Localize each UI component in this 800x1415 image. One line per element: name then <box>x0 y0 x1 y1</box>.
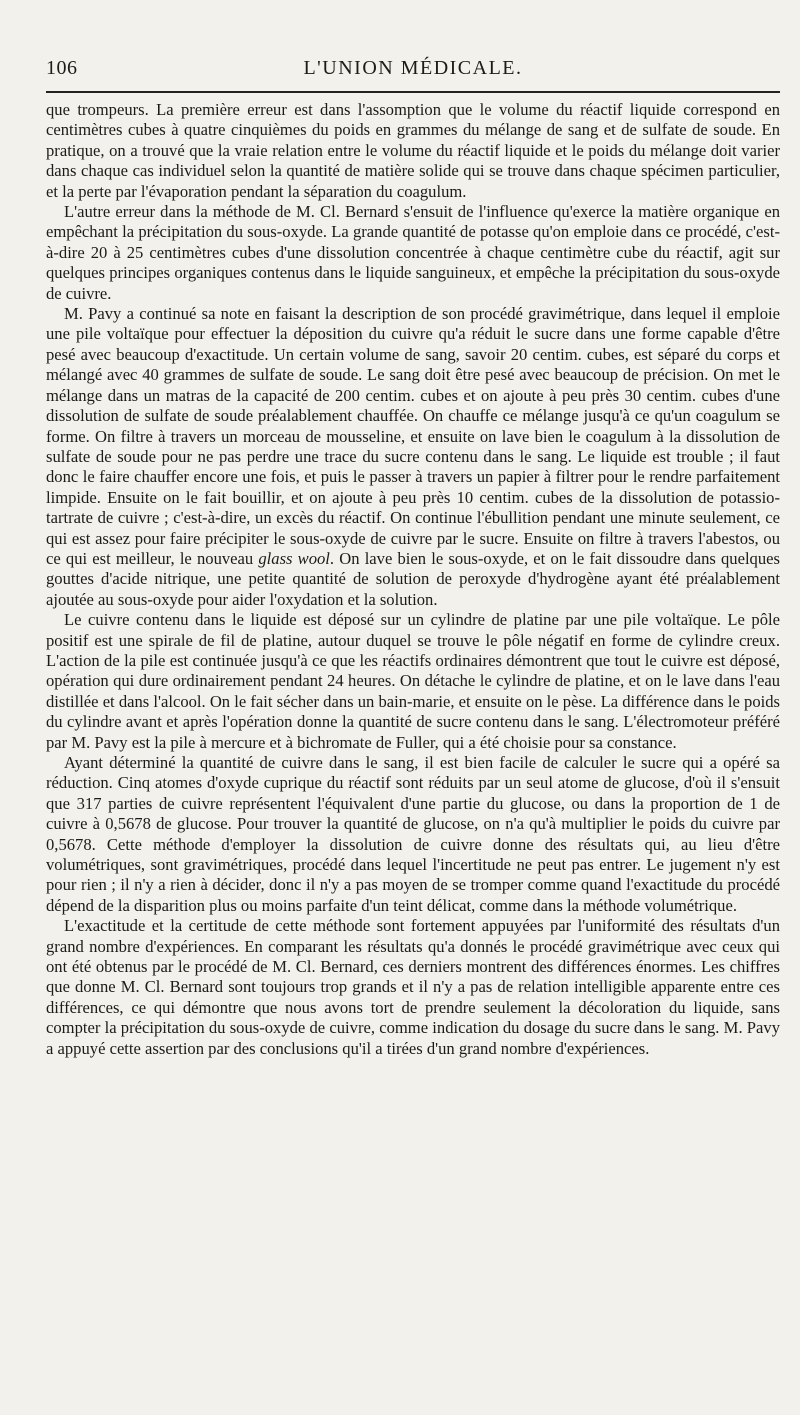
paragraph-3 <box>46 304 780 610</box>
page-header <box>46 57 780 87</box>
paragraph-1: que trompeurs. La première erreur est dans l'assomption que le volume du réactif liquide correspond en centimètres cubes à quatre cinquièmes du poids en grammes du mélange de sang et de sulfate de soude. En pratique, on a trouvé que la vraie relation entre le volume du réactif liquide et le poids du mélange doit varier dans chaque cas individuel selon la quantité de matière solide qui se trouve dans chaque spécimen particulier, et la perte par l'évaporation pendant la séparation du coagulum. <box>46 100 780 201</box>
article-body <box>46 100 780 1059</box>
paragraph-2: L'autre erreur dans la méthode de M. Cl. Bernard s'ensuit de l'influence qu'exerce la matière organique en empêchant la précipitation du sous-oxyde. La grande quantité de potasse qu'on emploie dans ce procédé, c'est-à-dire 20 à 25 centimètres cubes d'une dissolution concentrée à chaque centimètre cube du réactif, agit sur quelques principes organiques contenus dans le liquide sanguineux, et empêche la précipitation du sous-oxyde de cuivre. <box>46 202 780 303</box>
paragraph-5: Ayant déterminé la quantité de cuivre dans le sang, il est bien facile de calculer le sucre qui a opéré sa réduction. Cinq atomes d'oxyde cuprique du réactif sont réduits par un seul atome de glucose, d'où il s'ensuit que 317 parties de cuivre représentent l'équivalent d'une partie du glucose, ou dans la proportion de 1 de cuivre à 0,5678 de glucose. Pour trouver la quantité de glucose, on n'a qu'à multiplier le poids du cuivre par 0,5678. Cette méthode d'employer la dissolution de cuivre donne des résultats qui, au lieu d'être volumétriques, sont gravimétriques, procédé dans lequel l'incertitude ne peut pas entrer. Le jugement n'y est pour rien ; il n'y a rien à décider, donc il n'y a pas moyen de se tromper comme quand l'exactitude du procédé dépend de la disparition plus ou moins parfaite d'un teint délicat, comme dans la méthode volumétrique. <box>46 753 780 915</box>
paragraph-3-text: M. Pavy a continué sa note en faisant la description de son procédé gravimétrique, dans lequel il emploie une pile voltaïque pour effectuer la déposition du cuivre qu'a réduit le sucre dans une forme capable d'être pesé avec beaucoup d'exactitude. Un certain volume de sang, savoir 20 centim. cubes, est séparé du corps et mélangé avec 40 grammes de sulfate de soude. Le sang doit être pesé avec beaucoup de précision. On met le mélange dans un matras de la capacité de 200 centim. cubes et on ajoute à peu près 30 centim. cubes d'une dissolution de sulfate de soude préalablement chauffée. On chauffe ce mélange jusqu'à ce qu'un coagulum se forme. On filtre à travers un morceau de mousseline, et ensuite on lave bien le coagulum à la dissolution de sulfate de soude pour ne pas perdre une trace du sucre contenu dans le sang. Le liquide est trouble ; il faut donc le faire chauffer encore une fois, et puis le passer à travers un papier à filtrer pour le rendre parfaitement limpide. Ensuite on le fait bouillir, et on ajoute à peu près 10 centim. cubes de la dissolution de potassio-tartrate de cuivre ; c'est-à-dire, un excès du réactif. On continue l'ébullition pendant une minute seulement, ce qui est assez pour faire précipiter le sous-oxyde de cuivre par le sucre. Ensuite on filtre à travers l'abestos, ou ce qui est meilleur, le nouveau <box>46 304 780 568</box>
page-number: 106 <box>46 57 78 79</box>
paragraph-3-italic: glass wool <box>258 548 330 568</box>
header-rule <box>46 91 780 93</box>
paragraph-6: L'exactitude et la certitude de cette méthode sont fortement appuyées par l'uniformité des résultats d'un grand nombre d'expériences. En comparant les résultats qu'a donnés le procédé gravimétrique avec ceux qui ont été obtenus par le procédé de M. Cl. Bernard, ces derniers montrent des différences énormes. Les chiffres que donne M. Cl. Bernard sont toujours trop grands et il n'y a pas de relation intelligible apparente entre ces différences, ce qui démontre que nous avons tort de prendre seulement la décoloration du liquide, sans compter la précipitation du sous-oxyde de cuivre, comme indication du dosage du sucre dans le sang. M. Pavy a appuyé cette assertion par des conclusions qu'il a tirées d'un grand nombre d'expériences. <box>46 916 780 1058</box>
paragraph-3-tail: . On lave bien le sous-oxyde, et on le fait dissoudre dans quelques gouttes d'acide nitrique, une petite quantité de solution de peroxyde d'hydrogène ayant été préalablement ajoutée au sous-oxyde pour aider l'oxydation et la solution. <box>46 548 780 609</box>
paragraph-4: Le cuivre contenu dans le liquide est déposé sur un cylindre de platine par une pile voltaïque. Le pôle positif est une spirale de fil de platine, autour duquel se trouve le pôle négatif en forme de cylindre creux. L'action de la pile est continuée jusqu'à ce que les réactifs ordinaires démontrent que tout le cuivre est déposé, opération qui dure ordinairement pendant 24 heures. On détache le cylindre de platine, et on le lave dans l'eau distillée et dans l'alcool. On le fait sécher dans un bain-marie, et ensuite on le pèse. La différence dans le poids du cylindre avant et après l'opération donne la quantité de sucre contenu dans le sang. L'électromoteur préféré par M. Pavy est la pile à mercure et à bichromate de Fuller, qui a été choisie pour sa constance. <box>46 610 780 752</box>
running-head: L'UNION MÉDICALE. <box>303 57 523 79</box>
